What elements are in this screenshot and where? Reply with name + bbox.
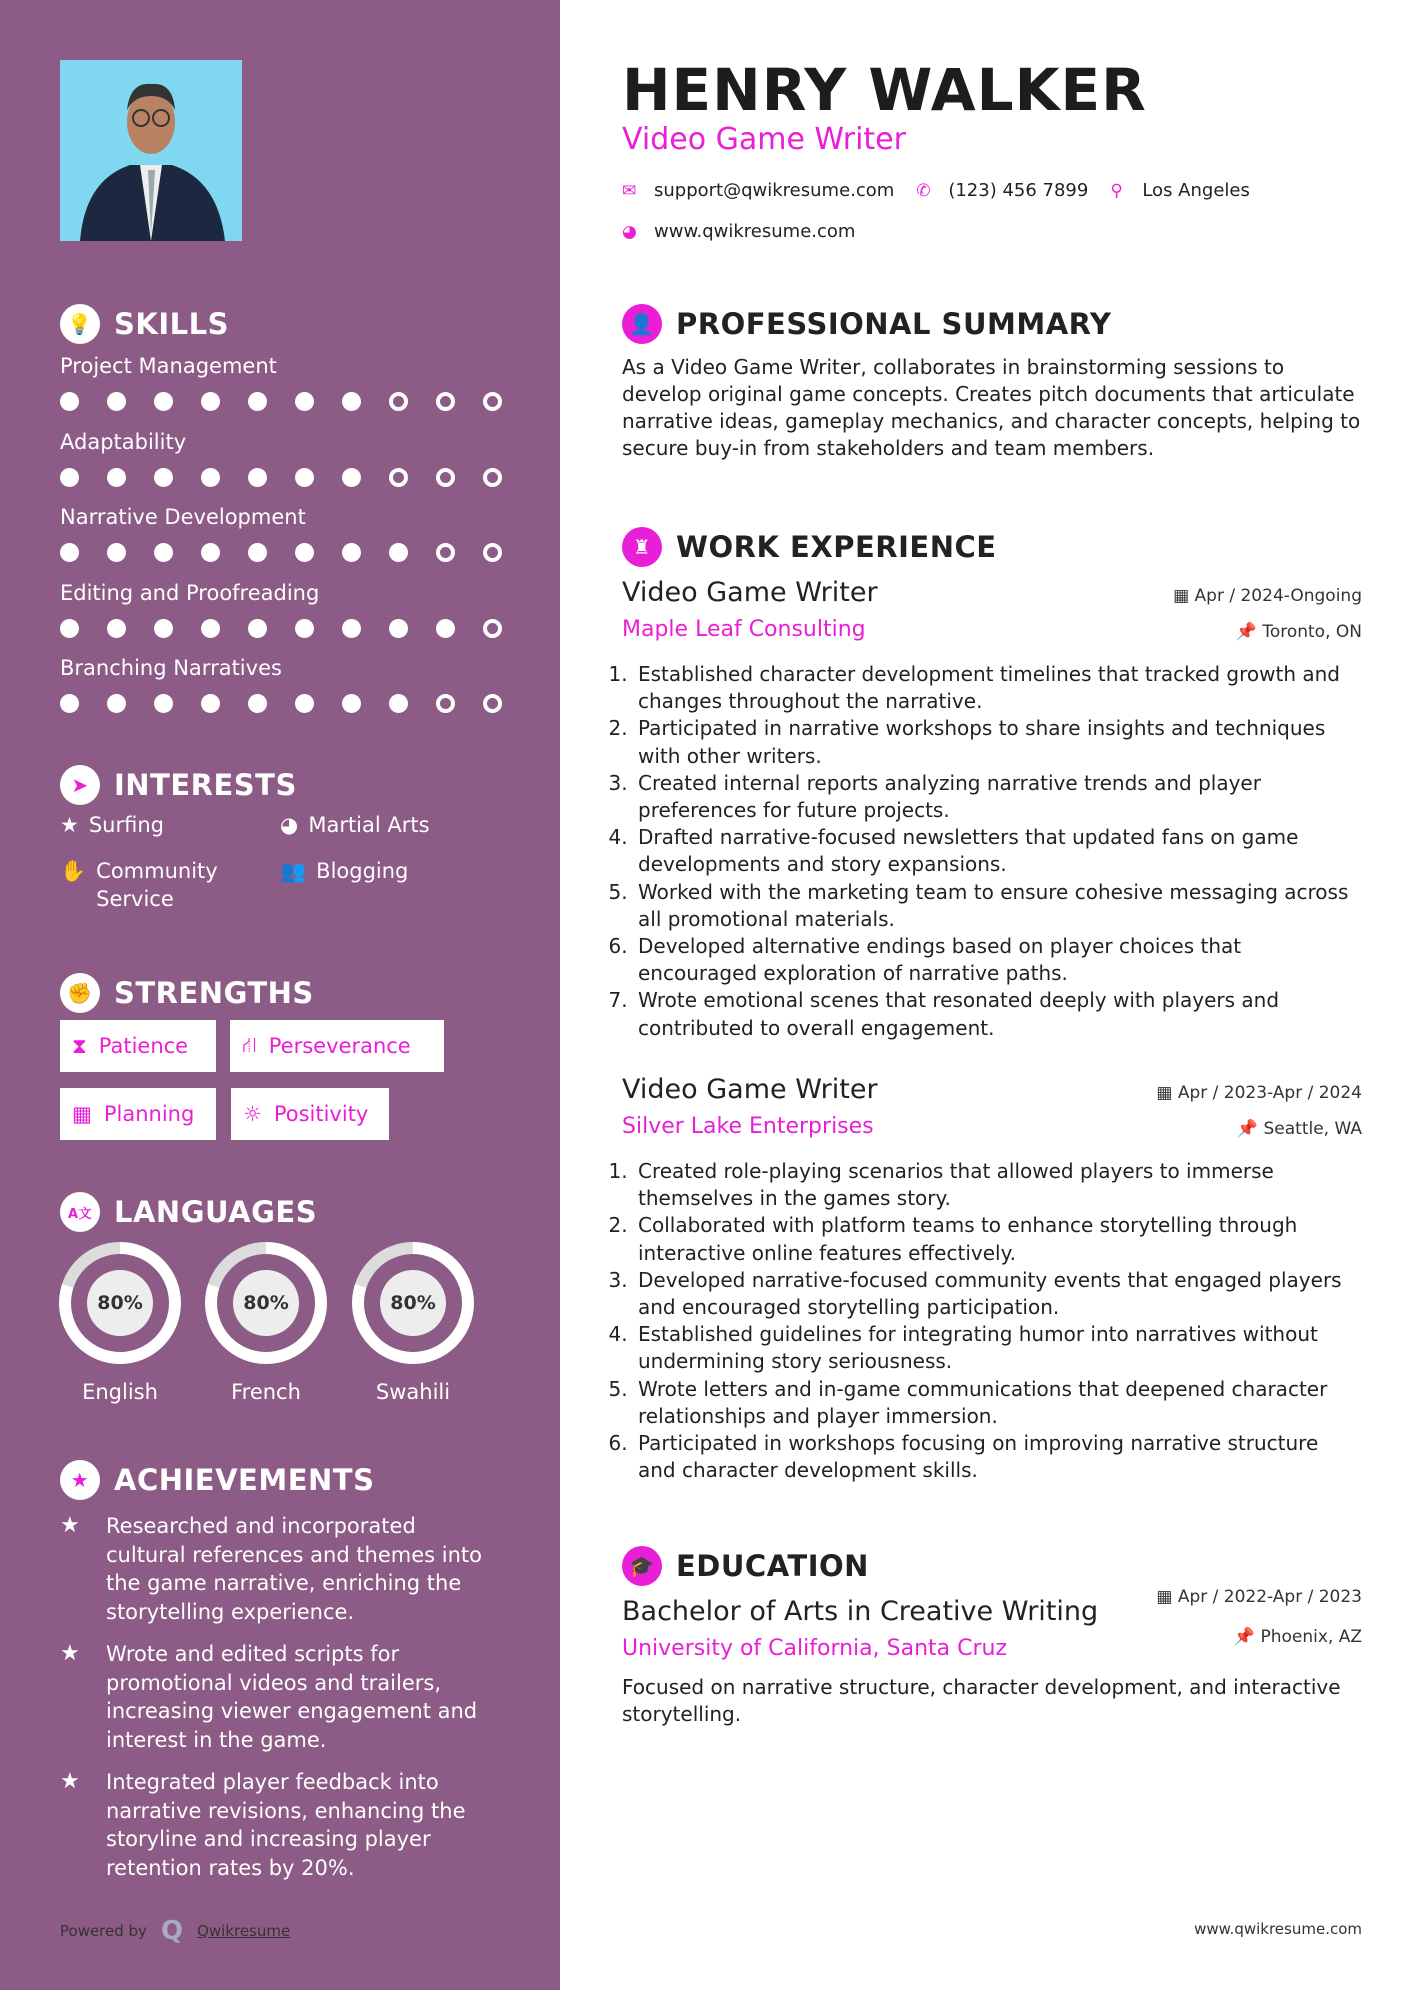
star-icon: ★ xyxy=(60,1641,80,1666)
rating-dot-filled xyxy=(154,392,173,411)
skill-item xyxy=(60,430,502,487)
job-bullet: 4. Established guidelines for integrating humor into narratives without undermining story seriousness. xyxy=(634,1321,1362,1375)
job-bullet: 6. Participated in workshops focusing on improving narrative structure and character development skills. xyxy=(634,1430,1362,1484)
skill-item xyxy=(60,354,502,411)
job-bullet: 2. Collaborated with platform teams to enhance storytelling through interactive online features effectively. xyxy=(634,1212,1362,1266)
language-ring xyxy=(59,1242,181,1364)
company-name: Maple Leaf Consulting xyxy=(622,617,866,642)
job-bullet: 1. Established character development timelines that tracked growth and changes throughout the narrative. xyxy=(634,661,1362,715)
rating-dot-empty xyxy=(483,468,502,487)
rating-dot-empty xyxy=(436,543,455,562)
calendar-icon: ▦ xyxy=(72,1102,92,1126)
job-bullets xyxy=(616,1158,1362,1484)
job-title: Video Game Writer xyxy=(622,122,906,157)
rating-dot-filled xyxy=(60,392,79,411)
fist-icon: ✊ xyxy=(60,973,100,1013)
language-percent: 80% xyxy=(233,1270,299,1336)
paper-plane-icon: ➤ xyxy=(60,765,100,805)
powered-by: Powered by Q Qwikresume xyxy=(60,1916,291,1946)
language-ring xyxy=(352,1242,474,1364)
hand-icon: ✋ xyxy=(60,859,87,883)
skill-item xyxy=(60,656,502,713)
rating-dot-filled xyxy=(60,619,79,638)
job-bullet: 3. Created internal reports analyzing narrative trends and player preferences for future projects. xyxy=(634,770,1362,824)
globe-icon: ◕ xyxy=(280,813,299,837)
achievement-item: ★ Wrote and edited scripts for promotional videos and trailers, increasing viewer engagement and interest in the game. xyxy=(60,1640,500,1754)
interest-item: 👥 Blogging xyxy=(280,859,409,883)
pin-icon: 📌 xyxy=(1235,622,1263,642)
rating-dot-filled xyxy=(389,543,408,562)
strength-tag: ▦ Planning xyxy=(60,1088,216,1140)
job-bullet: 4. Drafted narrative-focused newsletters that updated fans on game developments and story expansions. xyxy=(634,824,1362,878)
road-icon: ⛙ xyxy=(242,1032,257,1057)
rating-dot-filled xyxy=(248,543,267,562)
rating-dot-filled xyxy=(295,694,314,713)
skill-rating xyxy=(60,619,502,638)
ring-inner xyxy=(217,1254,315,1352)
job-bullet: 1. Created role-playing scenarios that allowed players to immerse themselves in the games story. xyxy=(634,1158,1362,1212)
rating-dot-empty xyxy=(483,619,502,638)
rating-dot-filled xyxy=(248,468,267,487)
rating-dot-filled xyxy=(295,543,314,562)
rating-dot-empty xyxy=(436,694,455,713)
rating-dot-filled xyxy=(295,468,314,487)
pin-icon: 📌 xyxy=(1233,1627,1261,1647)
rating-dot-empty xyxy=(483,543,502,562)
education-description: Focused on narrative structure, character development, and interactive storytelling. xyxy=(622,1675,1341,1726)
skills-heading: 💡 SKILLS xyxy=(60,304,229,344)
job-bullet: 6. Developed alternative endings based on player choices that encouraged exploration of narrative paths. xyxy=(634,933,1362,987)
rating-dot-filled xyxy=(248,694,267,713)
skill-item xyxy=(60,581,502,638)
rating-dot-filled xyxy=(248,392,267,411)
rating-dot-filled xyxy=(389,694,408,713)
rating-dot-filled xyxy=(60,694,79,713)
map-pin-icon: ⚲ xyxy=(1110,180,1123,201)
job-title: Video Game Writer xyxy=(622,1074,878,1105)
degree: Bachelor of Arts in Creative Writing xyxy=(622,1596,1099,1627)
job-bullet: 2. Participated in narrative workshops to share insights and techniques with other writers. xyxy=(634,715,1362,769)
summary-heading: 👤 PROFESSIONAL SUMMARY xyxy=(622,304,1111,344)
skill-label: Adaptability xyxy=(60,429,187,454)
job-bullet: 5. Wrote letters and in-game communications that deepened character relationships and player immersion. xyxy=(634,1376,1362,1430)
strength-tag: ☼ Positivity xyxy=(231,1088,389,1140)
achievements-list xyxy=(60,1512,500,1896)
rating-dot-filled xyxy=(154,619,173,638)
rating-dot-filled xyxy=(201,543,220,562)
calendar-icon: ▦ xyxy=(1173,586,1195,606)
rating-dot-filled xyxy=(154,694,173,713)
job-bullet: 5. Worked with the marketing team to ensure cohesive messaging across all promotional materials. xyxy=(634,879,1362,933)
languages-heading: A文 LANGUAGES xyxy=(60,1192,317,1232)
rating-dot-filled xyxy=(201,392,220,411)
achievement-item: ★ Integrated player feedback into narrative revisions, enhancing the storyline and increasing player retention rates by 20%. xyxy=(60,1768,500,1882)
interest-item: ◕ Martial Arts xyxy=(280,813,430,837)
job-dates: ▦ Apr / 2023-Apr / 2024 xyxy=(1156,1083,1362,1103)
translate-icon: A文 xyxy=(60,1192,100,1232)
rating-dot-filled xyxy=(295,392,314,411)
rating-dot-filled xyxy=(60,468,79,487)
language-label: English xyxy=(82,1380,158,1404)
rating-dot-empty xyxy=(483,694,502,713)
job-location: 📌 Seattle, WA xyxy=(1236,1119,1362,1139)
experience-heading: ♜ WORK EXPERIENCE xyxy=(622,527,997,567)
rating-dot-filled xyxy=(107,694,126,713)
achievements-heading: ★ ACHIEVEMENTS xyxy=(60,1460,374,1500)
user-icon: 👤 xyxy=(622,304,662,344)
education-dates: ▦ Apr / 2022-Apr / 2023 xyxy=(1156,1587,1362,1607)
qwikresume-link[interactable]: Qwikresume xyxy=(197,1922,291,1940)
interest-item: ★ Surfing xyxy=(60,813,164,837)
skill-rating xyxy=(60,468,502,487)
rating-dot-empty xyxy=(483,392,502,411)
school: University of California, Santa Cruz xyxy=(622,1636,1008,1661)
star-icon: ★ xyxy=(60,1769,80,1794)
contact-row: ✉ support@qwikresume.com ✆ (123) 456 7899 ⚲ Los Angeles xyxy=(622,180,1250,201)
job-bullet: 7. Wrote emotional scenes that resonated deeply with players and contributed to overall engagement. xyxy=(634,987,1362,1041)
skill-label: Editing and Proofreading xyxy=(60,580,320,605)
language-label: Swahili xyxy=(375,1380,451,1404)
lightbulb-icon: 💡 xyxy=(60,304,100,344)
calendar-icon: ▦ xyxy=(1156,1587,1178,1607)
skill-label: Project Management xyxy=(60,354,277,378)
interests-heading: ➤ INTERESTS xyxy=(60,765,297,805)
chair-icon: ♜ xyxy=(622,527,662,567)
calendar-icon: ▦ xyxy=(1156,1083,1178,1103)
envelope-icon: ✉ xyxy=(622,180,637,201)
rating-dot-filled xyxy=(342,468,361,487)
job-bullets xyxy=(616,661,1362,1042)
skill-rating xyxy=(60,694,502,713)
education-heading: 🎓 EDUCATION xyxy=(622,1546,869,1586)
language-percent: 80% xyxy=(87,1270,153,1336)
footer-website: www.qwikresume.com xyxy=(1194,1920,1362,1938)
rating-dot-filled xyxy=(154,543,173,562)
skill-label: Branching Narratives xyxy=(60,656,282,680)
language-label: French xyxy=(231,1380,301,1404)
job-location: 📌 Toronto, ON xyxy=(1235,622,1362,642)
ring-inner xyxy=(364,1254,462,1352)
rating-dot-filled xyxy=(201,468,220,487)
website-row xyxy=(622,221,855,242)
rating-dot-filled xyxy=(342,694,361,713)
rating-dot-filled xyxy=(107,543,126,562)
rating-dot-filled xyxy=(342,543,361,562)
email-link[interactable]: support@qwikresume.com xyxy=(654,180,895,201)
rating-dot-empty xyxy=(436,392,455,411)
phone-icon: ✆ xyxy=(916,180,931,201)
ring-inner xyxy=(71,1254,169,1352)
sun-icon: ☼ xyxy=(243,1102,262,1126)
rating-dot-filled xyxy=(201,694,220,713)
rating-dot-empty xyxy=(389,468,408,487)
hourglass-icon: ⧗ xyxy=(72,1033,87,1058)
rating-dot-filled xyxy=(154,468,173,487)
pin-icon: 📌 xyxy=(1236,1119,1264,1139)
rating-dot-filled xyxy=(436,619,455,638)
strengths-heading: ✊ STRENGTHS xyxy=(60,973,314,1013)
interest-item: ✋ Community Service xyxy=(60,859,218,911)
rating-dot-filled xyxy=(389,619,408,638)
education-location: 📌 Phoenix, AZ xyxy=(1233,1627,1362,1647)
rating-dot-filled xyxy=(295,619,314,638)
skill-rating xyxy=(60,392,502,411)
candidate-name: HENRY WALKER xyxy=(622,56,1147,124)
job-dates: ▦ Apr / 2024-Ongoing xyxy=(1173,586,1362,606)
achievement-item: ★ Researched and incorporated cultural references and themes into the game narrative, enriching the storytelling experience. xyxy=(60,1512,500,1626)
rating-dot-filled xyxy=(342,619,361,638)
rating-dot-filled xyxy=(201,619,220,638)
rating-dot-filled xyxy=(342,392,361,411)
qwikresume-logo-icon: Q xyxy=(160,1916,184,1946)
website-link[interactable]: www.qwikresume.com xyxy=(654,221,856,242)
sidebar xyxy=(0,0,560,1990)
job-title: Video Game Writer xyxy=(622,577,878,608)
graduate-icon: 🎓 xyxy=(622,1546,662,1586)
users-icon: 👥 xyxy=(280,859,307,883)
strength-tag: ⧗ Patience xyxy=(60,1020,216,1072)
company-name: Silver Lake Enterprises xyxy=(622,1114,874,1139)
star-icon: ★ xyxy=(60,813,79,837)
rating-dot-empty xyxy=(436,468,455,487)
star-badge-icon: ★ xyxy=(60,1460,100,1500)
rating-dot-filled xyxy=(107,468,126,487)
rating-dot-filled xyxy=(60,543,79,562)
summary-text: As a Video Game Writer, collaborates in brainstorming sessions to develop original game concepts. Creates pitch documents that articulate narrative ideas, gameplay mechanics, and character concepts, helping to secure buy-in from stakeholders and team members. xyxy=(622,355,1361,460)
rating-dot-filled xyxy=(107,392,126,411)
job-bullet: 3. Developed narrative-focused community events that engaged players and encouraged storytelling participation. xyxy=(634,1267,1362,1321)
language-percent: 80% xyxy=(380,1270,446,1336)
rating-dot-filled xyxy=(107,619,126,638)
skill-item xyxy=(60,505,502,562)
skill-label: Narrative Development xyxy=(60,505,306,529)
language-ring xyxy=(205,1242,327,1364)
strength-tag: ⛙ Perseverance xyxy=(230,1020,444,1072)
globe-icon: ◕ xyxy=(622,221,637,242)
star-icon: ★ xyxy=(60,1513,80,1538)
profile-photo xyxy=(60,60,242,241)
rating-dot-empty xyxy=(389,392,408,411)
rating-dot-filled xyxy=(248,619,267,638)
skill-rating xyxy=(60,543,502,562)
